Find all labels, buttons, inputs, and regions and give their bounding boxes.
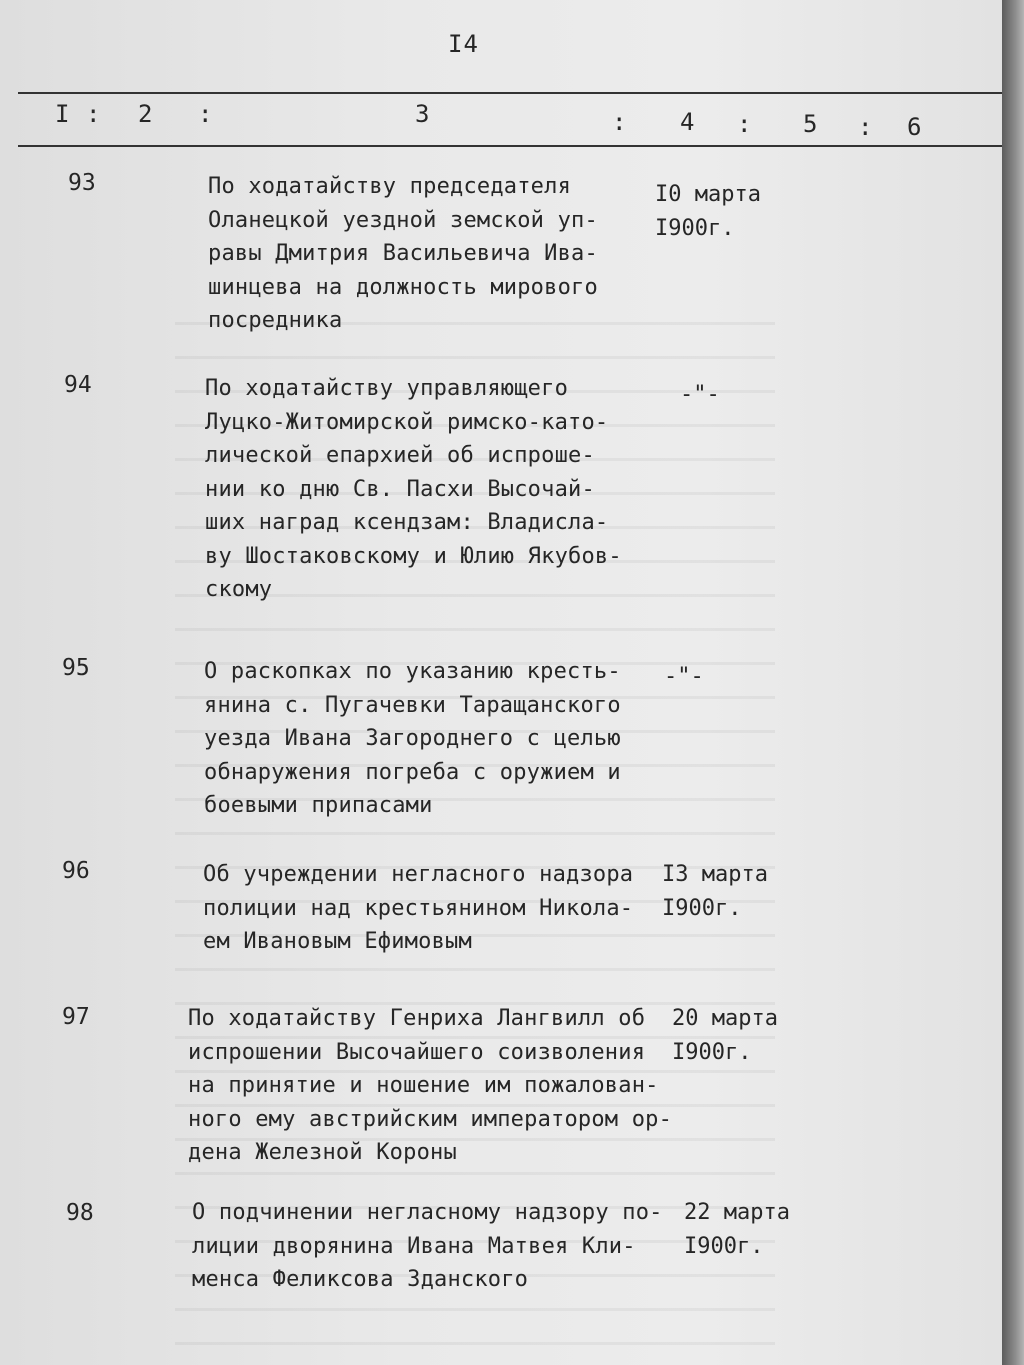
entry-description: Об учреждении негласного надзора полиции над крестьянином Никола- ем Ивановым Ефимовым (203, 862, 634, 954)
entry-description: По ходатайству председателя Оланецкой уездной земской уп- равы Дмитрия Васильевича Ива- шинцева на должность мирового посредника (208, 174, 598, 333)
column-header-6: 6 (907, 113, 922, 141)
entry-date: I3 марта I900г. (662, 862, 768, 921)
column-separator: : (737, 110, 752, 138)
column-header-4: 4 (680, 108, 695, 136)
column-header-1: I (55, 100, 70, 128)
column-header-5: 5 (803, 110, 818, 138)
column-separator: : (86, 100, 101, 128)
column-header-2: 2 (138, 100, 153, 128)
entry-description: О раскопках по указанию кресть- янина с. Пугачевки Таращанского уезда Ивана Загороднего с целью обнаружения погреба с оружием и боевыми припасами (204, 659, 621, 818)
binder-edge (1002, 0, 1024, 1365)
entry-number: 93 (68, 170, 96, 196)
entry-date: -"- (664, 664, 704, 689)
entry-number: 97 (62, 1004, 90, 1030)
entry-number: 94 (64, 372, 92, 398)
entry-description: По ходатайству управляющего Луцко-Житомирской римско-като- лической епархией об испроше- нии ко дню Св. Пасхи Высочай- ших наград ксендзам: Владисла- ву Шостаковскому и Юлию Якубов- скому (205, 376, 622, 602)
column-separator: : (858, 113, 873, 141)
page-number: I4 (448, 30, 479, 58)
header-rule-top (18, 92, 1002, 94)
column-header-3: 3 (415, 100, 430, 128)
entry-date: 20 марта I900г. (672, 1006, 778, 1065)
entry-date: 22 марта I900г. (684, 1200, 790, 1259)
header-rule-bottom (18, 145, 1002, 147)
column-separator: : (612, 108, 627, 136)
entry-date: I0 марта I900г. (655, 182, 761, 241)
entry-number: 96 (62, 858, 90, 884)
entry-number: 98 (66, 1200, 94, 1226)
entry-number: 95 (62, 655, 90, 681)
entry-description: О подчинении негласному надзору по- лиции дворянина Ивана Матвея Кли- менса Феликсова Зданского (192, 1200, 663, 1292)
entry-date: -"- (680, 382, 720, 407)
entry-description: По ходатайству Генриха Лангвилл об испрошении Высочайшего соизволения на принятие и ношение им пожалован- ного ему австрийским императором ор- дена Железной Короны (188, 1006, 673, 1165)
column-separator: : (198, 100, 213, 128)
